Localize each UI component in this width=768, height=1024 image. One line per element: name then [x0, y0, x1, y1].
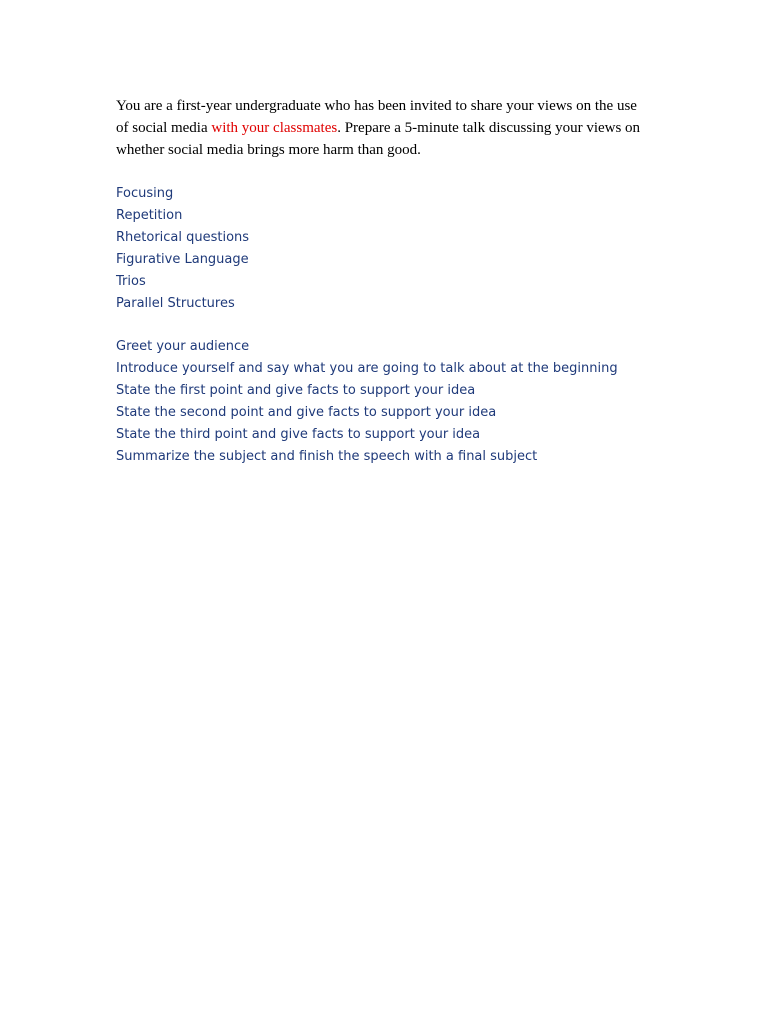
technique-item: Focusing [116, 186, 174, 201]
prompt-text-end: . Prepare a 5-minute talk discussing your views on whether social media brings more harm than good. [116, 120, 641, 158]
structure-step: State the first point and give facts to support your idea [116, 383, 476, 398]
technique-item: Parallel Structures [116, 296, 235, 311]
structure-step: Summarize the subject and finish the speech with a final subject [116, 449, 538, 464]
task-prompt [116, 95, 646, 161]
technique-item: Figurative Language [116, 252, 249, 267]
technique-item: Trios [116, 274, 146, 289]
technique-item: Rhetorical questions [116, 230, 250, 245]
technique-item: Repetition [116, 208, 183, 223]
structure-step: State the third point and give facts to support your idea [116, 427, 481, 442]
structure-step: State the second point and give facts to support your idea [116, 405, 497, 420]
structure-step: Introduce yourself and say what you are going to talk about at the beginning [116, 361, 618, 376]
speech-structure-list [116, 336, 618, 468]
techniques-list [116, 183, 249, 315]
prompt-highlight: with your classmates [211, 120, 338, 136]
structure-step: Greet your audience [116, 339, 250, 354]
prompt-text-start: You are a first-year undergraduate who has been invited to share your views on the use of social media [116, 98, 637, 136]
